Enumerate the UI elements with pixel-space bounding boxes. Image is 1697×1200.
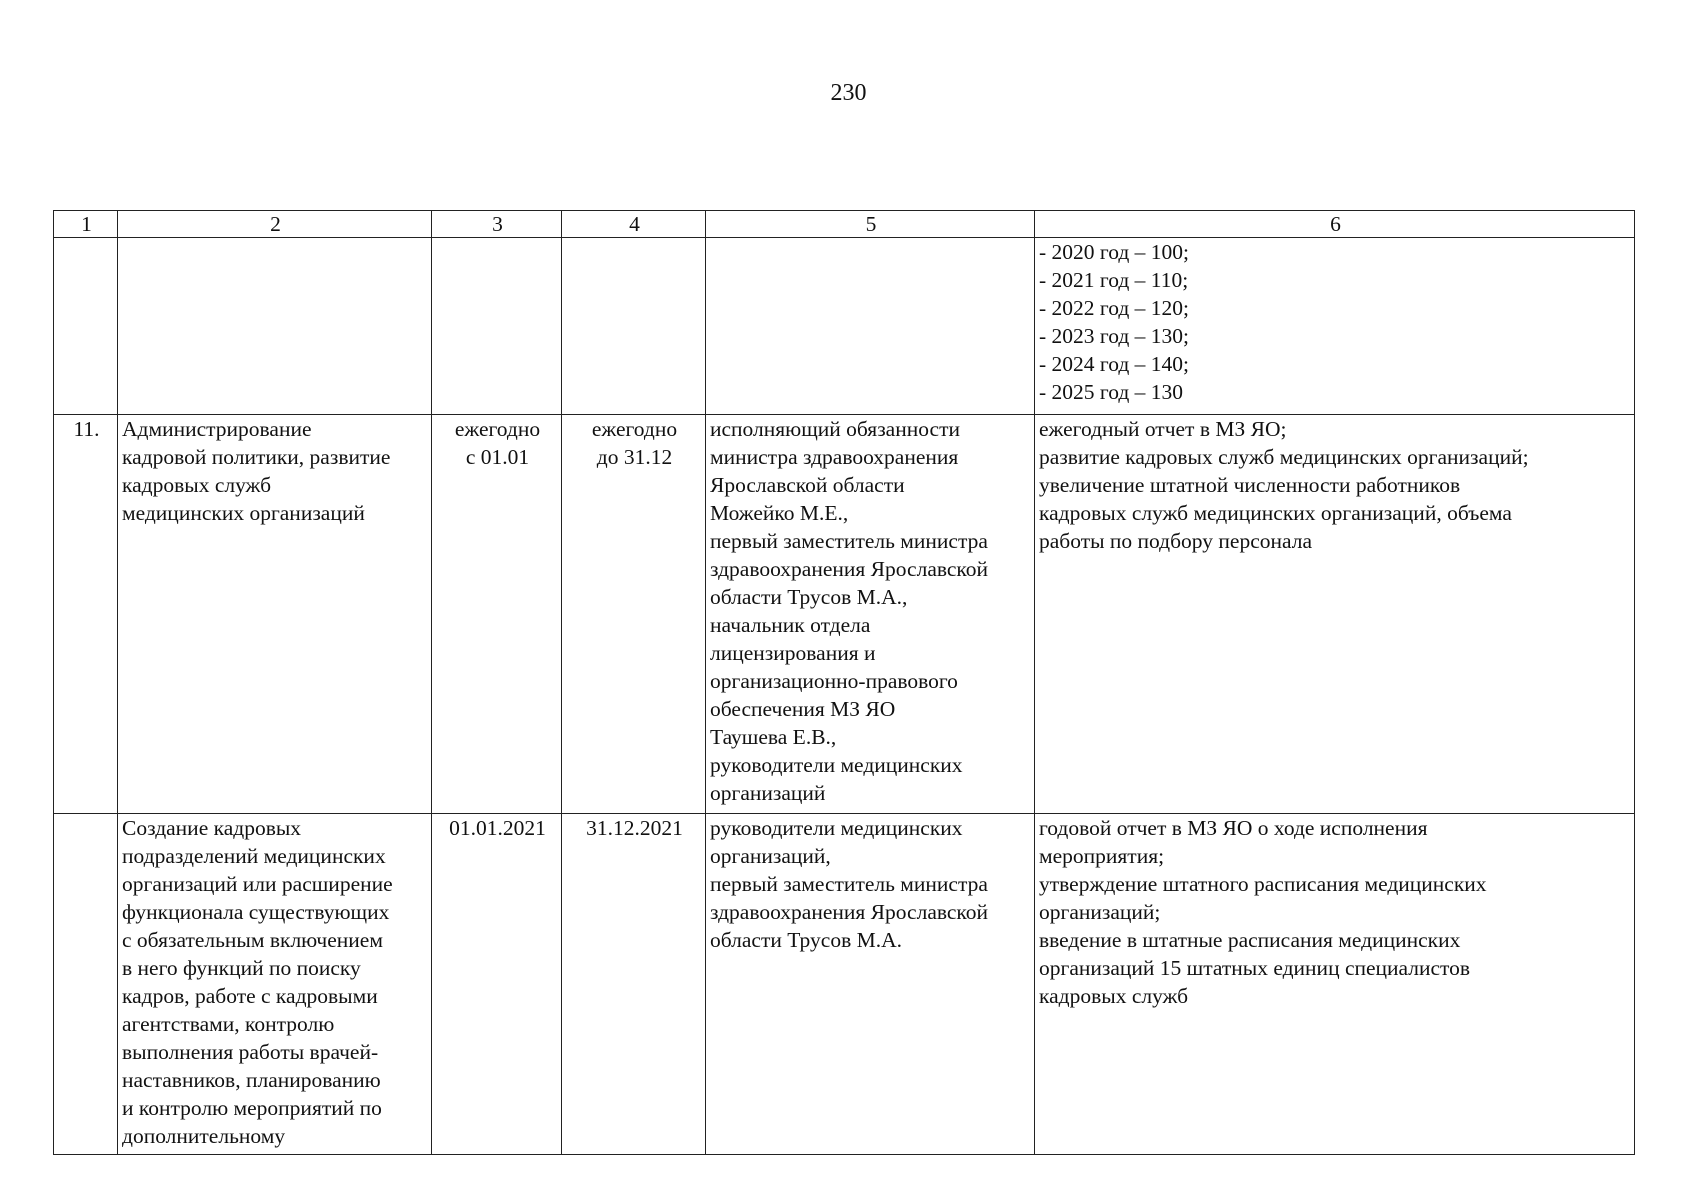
text-line: - 2024 год – 140; [1039,352,1189,376]
table-row [54,238,1635,415]
text-line: развитие кадровых служб медицинских организаций; [1039,445,1529,469]
text-line: наставников, планированию [122,1068,381,1092]
text-line: организаций, [710,844,831,868]
result-cell [1035,238,1635,415]
text-line: подразделений медицинских [122,844,386,868]
text-line: Создание кадровых [122,816,302,840]
text-line: организаций 15 штатных единиц специалистов [1039,956,1471,980]
column-header: 6 [1035,211,1635,238]
text-line: области Трусов М.А., [710,585,908,609]
table-header-row [54,211,1635,238]
text-line: здравоохранения Ярославской [710,900,989,924]
text-line: организаций; [1039,900,1161,924]
text-line: организаций или расширение [122,872,393,896]
text-line: 01.01.2021 [449,816,546,840]
text-line: организационно-правового [710,669,958,693]
text-line: - 2022 год – 120; [1039,296,1189,320]
text-line: Ярославской области [710,473,905,497]
text-line: кадровых служб [1039,984,1189,1008]
end-date-cell [562,238,706,415]
column-header: 1 [54,211,118,238]
text-line: ежегодно [454,417,541,441]
activity-cell [118,814,432,1155]
row-number-cell: 11. [54,415,118,814]
text-line: ежегодно [591,417,678,441]
text-line: обеспечения МЗ ЯО [710,697,896,721]
text-line: в него функций по поиску [122,956,361,980]
text-line: медицинских организаций [122,501,365,525]
responsible-cell [706,415,1035,814]
measures-table [53,210,1635,1155]
text-line: годовой отчет в МЗ ЯО о ходе исполнения [1039,816,1428,840]
text-line: первый заместитель министра [710,529,988,553]
table-row [54,814,1635,1155]
text-line: руководители медицинских [710,753,963,777]
end-date-cell [562,814,706,1155]
column-header: 5 [706,211,1035,238]
text-line: увеличение штатной численности работников [1039,473,1461,497]
text-line: кадровых служб [122,473,272,497]
text-line: - 2025 год – 130 [1039,380,1184,404]
responsible-cell [706,814,1035,1155]
text-line: с 01.01 [465,445,530,469]
column-header: 4 [562,211,706,238]
text-line: агентствами, контролю [122,1012,335,1036]
text-line: министра здравоохранения [710,445,959,469]
responsible-cell [706,238,1035,415]
text-line: введение в штатные расписания медицинских [1039,928,1461,952]
text-line: организаций [710,781,826,805]
text-line: - 2023 год – 130; [1039,324,1189,348]
column-header: 2 [118,211,432,238]
text-line: начальник отдела [710,613,871,637]
row-number-cell [54,814,118,1155]
start-date-cell [432,238,562,415]
text-line: дополнительному [122,1124,286,1148]
text-line: мероприятия; [1039,844,1165,868]
text-line: исполняющий обязанности [710,417,960,441]
text-line: ежегодный отчет в МЗ ЯО; [1039,417,1287,441]
activity-cell [118,415,432,814]
text-line: 31.12.2021 [586,816,683,840]
start-date-cell [432,814,562,1155]
start-date-cell [432,415,562,814]
text-line: с обязательным включением [122,928,383,952]
text-line: здравоохранения Ярославской [710,557,989,581]
text-line: лицензирования и [710,641,876,665]
text-line: до 31.12 [596,445,673,469]
result-cell [1035,415,1635,814]
text-line: кадров, работе с кадровыми [122,984,378,1008]
text-line: Можейко М.Е., [710,501,849,525]
text-line: руководители медицинских [710,816,963,840]
text-line: - 2020 год – 100; [1039,240,1189,264]
text-line: области Трусов М.А. [710,928,902,952]
text-line: Администрирование [122,417,312,441]
text-line: кадровых служб медицинских организаций, объема [1039,501,1512,525]
text-line: и контролю мероприятий по [122,1096,382,1120]
text-line: Таушева Е.В., [710,725,837,749]
row-number-cell [54,238,118,415]
text-line: функционала существующих [122,900,390,924]
text-line: - 2021 год – 110; [1039,268,1189,292]
text-line: выполнения работы врачей- [122,1040,379,1064]
text-line: работы по подбору персонала [1039,529,1313,553]
column-header: 3 [432,211,562,238]
page-number: 230 [830,80,867,106]
result-cell [1035,814,1635,1155]
table-row [54,415,1635,814]
activity-cell [118,238,432,415]
end-date-cell [562,415,706,814]
text-line: кадровой политики, развитие [122,445,391,469]
text-line: первый заместитель министра [710,872,988,896]
text-line: утверждение штатного расписания медицинских [1039,872,1487,896]
